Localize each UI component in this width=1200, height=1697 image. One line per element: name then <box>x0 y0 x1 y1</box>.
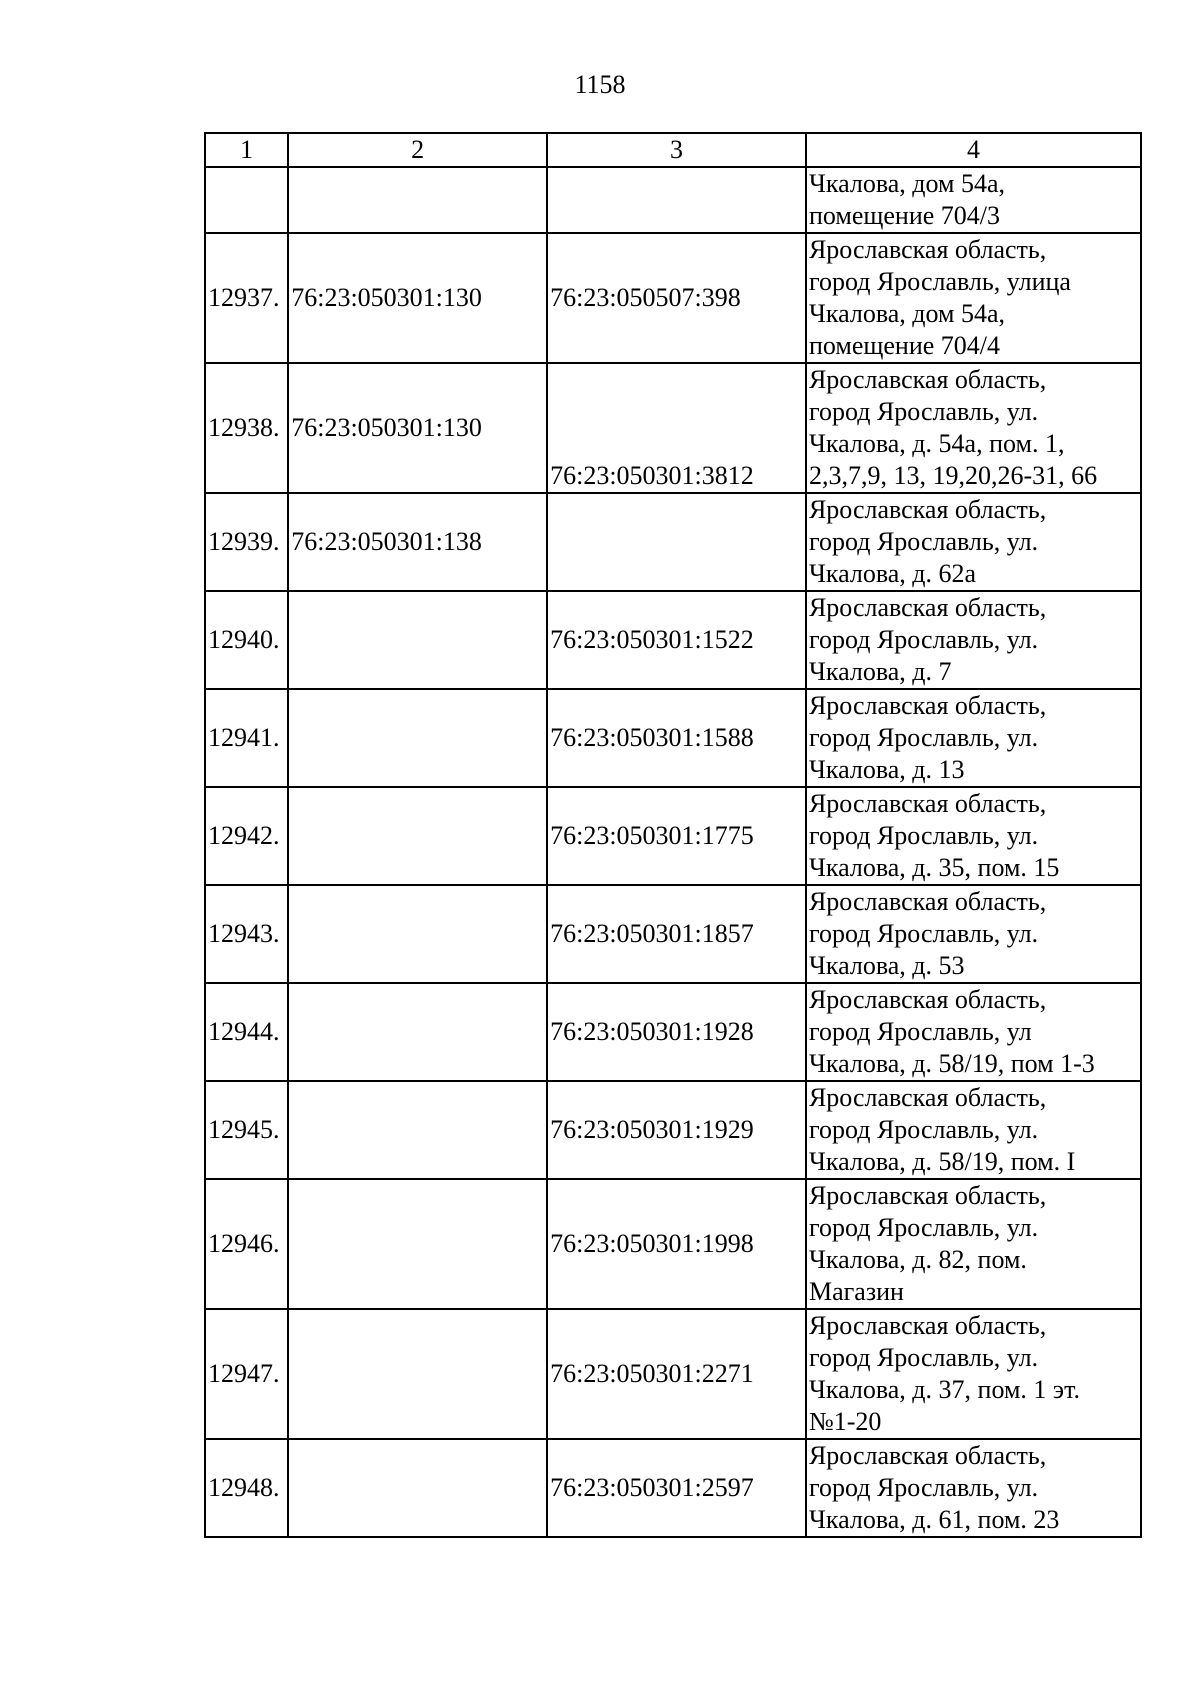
address-cell <box>806 233 1141 363</box>
object-cadastral-number-cell: 76:23:050301:3812 <box>547 363 806 493</box>
table-body <box>205 167 1141 1537</box>
address-line: Чкалова, д. 82, пом. <box>808 1245 1027 1274</box>
header-cell-1: 1 <box>205 133 288 167</box>
header-cell-4: 4 <box>806 133 1141 167</box>
object-cadastral-number-cell <box>547 167 806 233</box>
address-line: город Ярославль, ул. <box>808 527 1039 556</box>
cadastral-number-cell <box>288 167 547 233</box>
table-row <box>205 983 1141 1081</box>
table-row <box>205 1309 1141 1439</box>
address-cell <box>806 1081 1141 1179</box>
address-line: Чкалова, д. 37, пом. 1 эт. <box>808 1375 1080 1404</box>
row-number-cell: 12941. <box>205 689 288 787</box>
row-number-cell: 12944. <box>205 983 288 1081</box>
address-line: город Ярославль, ул. <box>808 1115 1039 1144</box>
address-cell <box>806 983 1141 1081</box>
address-cell <box>806 885 1141 983</box>
object-cadastral-number-cell: 76:23:050301:1928 <box>547 983 806 1081</box>
table-row <box>205 885 1141 983</box>
object-cadastral-number-cell: 76:23:050301:1998 <box>547 1179 806 1309</box>
table-row <box>205 493 1141 591</box>
address-line: Чкалова, дом 54а, <box>808 299 1006 328</box>
object-cadastral-number-cell <box>547 493 806 591</box>
address-line: Чкалова, д. 54а, пом. 1, <box>808 429 1065 458</box>
table-row <box>205 167 1141 233</box>
row-number-cell: 12942. <box>205 787 288 885</box>
cadastral-number-cell: 76:23:050301:130 <box>288 363 547 493</box>
address-line: город Ярославль, ул. <box>808 1213 1039 1242</box>
row-number-cell: 12945. <box>205 1081 288 1179</box>
object-cadastral-number-cell: 76:23:050301:1522 <box>547 591 806 689</box>
address-cell <box>806 591 1141 689</box>
header-cell-2: 2 <box>288 133 547 167</box>
address-line: Ярославская область, <box>808 1083 1047 1112</box>
table-row <box>205 787 1141 885</box>
cadastral-number-cell <box>288 1309 547 1439</box>
address-line: 2,3,7,9, 13, 19,20,26-31, 66 <box>808 461 1098 490</box>
address-line: Ярославская область, <box>808 985 1047 1014</box>
row-number-cell: 12940. <box>205 591 288 689</box>
table-row <box>205 233 1141 363</box>
table-row <box>205 363 1141 493</box>
address-line: Ярославская область, <box>808 495 1047 524</box>
address-line: город Ярославль, ул. <box>808 1343 1039 1372</box>
address-line: город Ярославль, ул <box>808 1017 1032 1046</box>
address-line: Чкалова, д. 53 <box>808 951 965 980</box>
table-header-row <box>205 133 1141 167</box>
row-number-cell: 12943. <box>205 885 288 983</box>
cadastral-number-cell <box>288 787 547 885</box>
address-line: город Ярославль, ул. <box>808 723 1039 752</box>
cadastral-number-cell: 76:23:050301:138 <box>288 493 547 591</box>
row-number-cell: 12937. <box>205 233 288 363</box>
cadastral-number-cell <box>288 1081 547 1179</box>
table-row <box>205 1179 1141 1309</box>
object-cadastral-number-cell: 76:23:050507:398 <box>547 233 806 363</box>
address-line: город Ярославль, ул. <box>808 625 1039 654</box>
object-cadastral-number-cell: 76:23:050301:2597 <box>547 1439 806 1537</box>
object-cadastral-number-cell: 76:23:050301:1929 <box>547 1081 806 1179</box>
address-line: Магазин <box>808 1277 904 1306</box>
registry-table <box>204 132 1142 1538</box>
row-number-cell: 12939. <box>205 493 288 591</box>
address-line: город Ярославль, ул. <box>808 1473 1039 1502</box>
object-cadastral-number-cell: 76:23:050301:1857 <box>547 885 806 983</box>
address-line: Чкалова, д. 35, пом. 15 <box>808 853 1060 882</box>
address-cell <box>806 689 1141 787</box>
address-line: Ярославская область, <box>808 691 1047 720</box>
cadastral-number-cell <box>288 983 547 1081</box>
address-cell <box>806 1309 1141 1439</box>
address-line: Ярославская область, <box>808 887 1047 916</box>
address-line: город Ярославль, ул. <box>808 821 1039 850</box>
address-cell <box>806 493 1141 591</box>
address-line: помещение 704/4 <box>808 331 1001 360</box>
row-number-cell: 12938. <box>205 363 288 493</box>
address-cell <box>806 167 1141 233</box>
row-number-cell: 12948. <box>205 1439 288 1537</box>
address-line: Чкалова, д. 7 <box>808 657 952 686</box>
address-line: №1-20 <box>808 1407 882 1436</box>
row-number-cell <box>205 167 288 233</box>
row-number-cell: 12947. <box>205 1309 288 1439</box>
table-row <box>205 689 1141 787</box>
address-line: Ярославская область, <box>808 1181 1047 1210</box>
address-line: Ярославская область, <box>808 235 1047 264</box>
address-cell <box>806 1179 1141 1309</box>
header-cell-3: 3 <box>547 133 806 167</box>
address-line: город Ярославль, улица <box>808 267 1071 296</box>
address-cell <box>806 363 1141 493</box>
page-number: 1158 <box>574 70 626 99</box>
table-row <box>205 1081 1141 1179</box>
cadastral-number-cell <box>288 1179 547 1309</box>
address-line: Ярославская область, <box>808 1311 1047 1340</box>
cadastral-number-cell <box>288 1439 547 1537</box>
address-line: Чкалова, дом 54а, <box>808 169 1006 198</box>
address-line: помещение 704/3 <box>808 201 1001 230</box>
address-line: город Ярославль, ул. <box>808 919 1039 948</box>
address-line: Чкалова, д. 13 <box>808 755 965 784</box>
address-line: Ярославская область, <box>808 1441 1047 1470</box>
cadastral-number-cell <box>288 591 547 689</box>
table-row <box>205 591 1141 689</box>
address-line: Ярославская область, <box>808 365 1047 394</box>
cadastral-number-cell: 76:23:050301:130 <box>288 233 547 363</box>
address-line: Чкалова, д. 58/19, пом. I <box>808 1147 1076 1176</box>
address-line: город Ярославль, ул. <box>808 397 1039 426</box>
address-line: Чкалова, д. 58/19, пом 1-3 <box>808 1049 1095 1078</box>
address-line: Чкалова, д. 62а <box>808 559 977 588</box>
object-cadastral-number-cell: 76:23:050301:2271 <box>547 1309 806 1439</box>
cadastral-number-cell <box>288 689 547 787</box>
cadastral-number-cell <box>288 885 547 983</box>
address-line: Ярославская область, <box>808 789 1047 818</box>
address-line: Ярославская область, <box>808 593 1047 622</box>
object-cadastral-number-cell: 76:23:050301:1588 <box>547 689 806 787</box>
row-number-cell: 12946. <box>205 1179 288 1309</box>
address-cell <box>806 1439 1141 1537</box>
address-cell <box>806 787 1141 885</box>
table-row <box>205 1439 1141 1537</box>
object-cadastral-number-cell: 76:23:050301:1775 <box>547 787 806 885</box>
address-line: Чкалова, д. 61, пом. 23 <box>808 1505 1060 1534</box>
